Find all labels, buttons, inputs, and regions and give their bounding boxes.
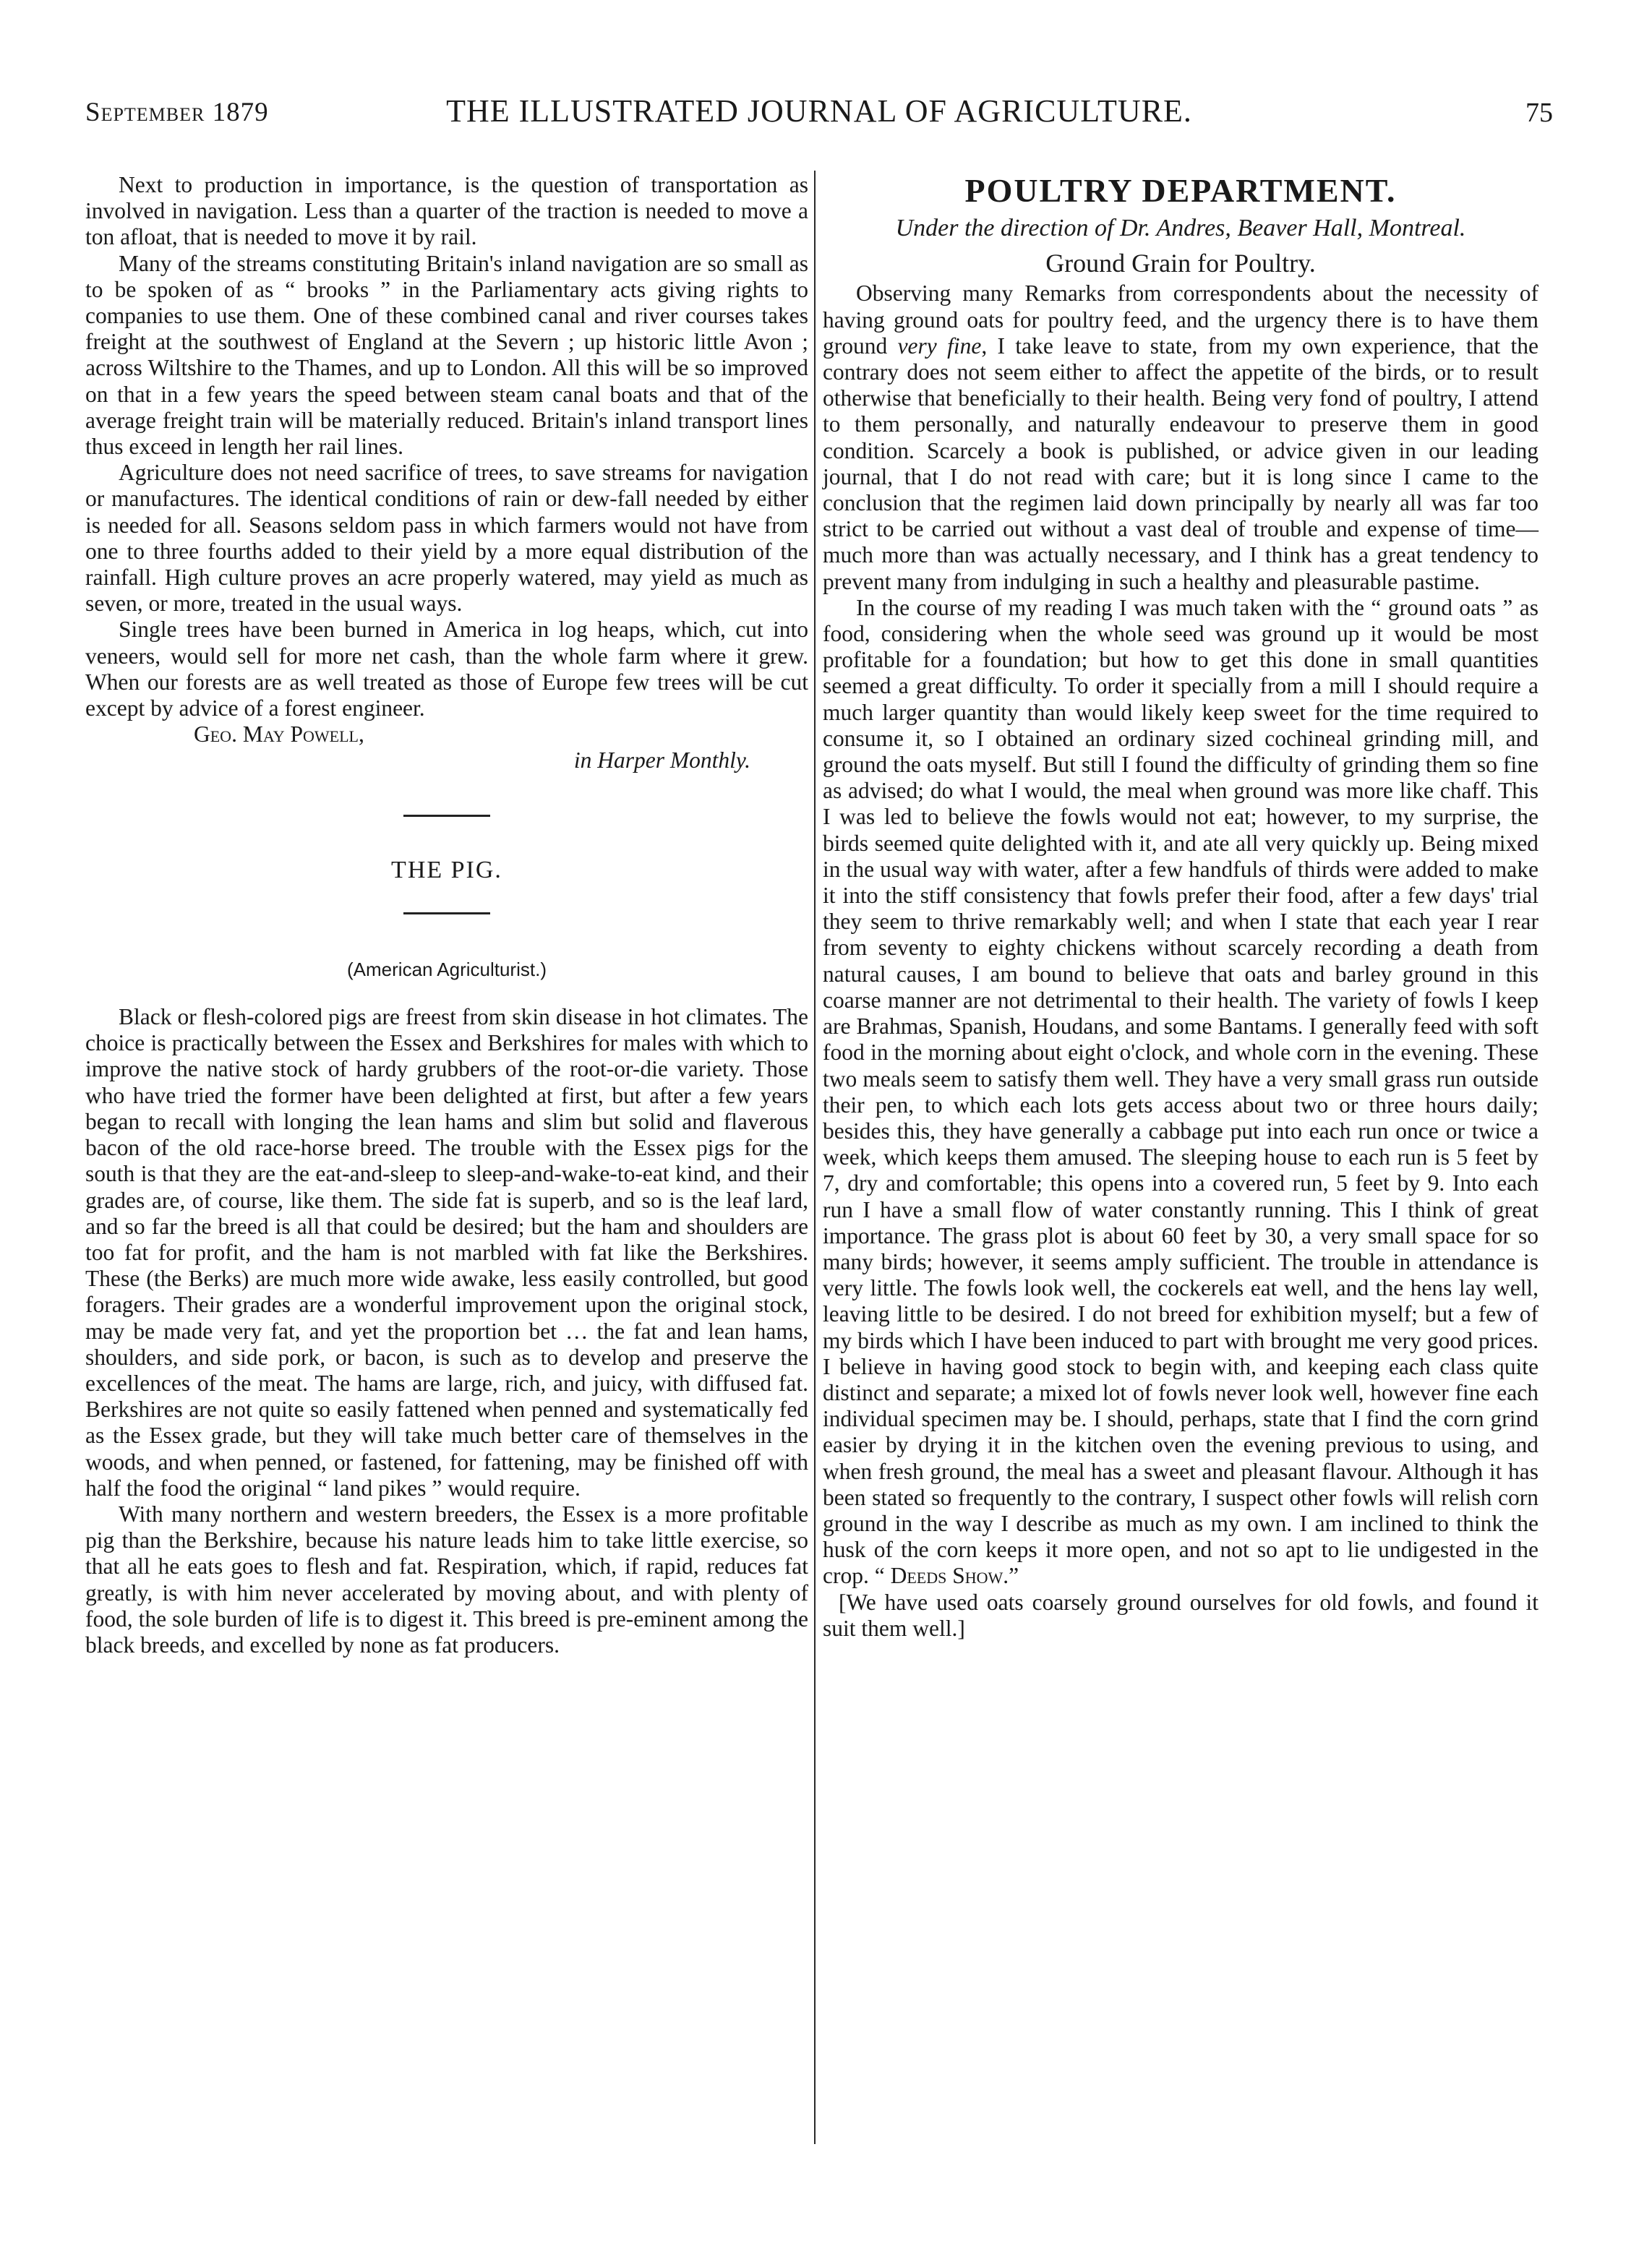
column-divider (814, 171, 816, 2144)
article-source: (American Agriculturist.) (347, 958, 547, 980)
department-direction: Under the direction of Dr. Andres, Beaver Hall, Montreal. (895, 215, 1466, 241)
paragraph (823, 280, 1538, 594)
page-number: 75 (1525, 98, 1553, 128)
right-column (823, 172, 1538, 1642)
article-title: Ground Grain for Poultry. (1045, 249, 1316, 278)
section-divider (403, 912, 490, 914)
section-heading-pig: THE PIG. (391, 856, 502, 883)
paragraph: Next to production in importance, is the question of transportation as involved in navigation. Less than a quarter of the traction is needed to move a ton afloat, that is needed to move it by rail. (85, 172, 808, 250)
paragraph-text: In the course of my reading I was much taken with the “ ground oats ” as food, considering when the whole seed was ground up it would be most profitable for a foundation; but how to get this done in small quantities seemed a great difficulty. To order it specially from a mill I should require a much larger quantity than would likely keep sweet for the time required to consume it, so I obtained an ordinary sized cochineal grinding mill, and ground the oats myself. But still I found the difficulty of grinding them so fine as advised; do what I would, the meal when ground was more like chaff. This I was led to believe the fowls would not eat; however, to my surprise, the birds seemed quite delighted with it, and ate all very quickly up. Being mixed in the usual way with water, after a few handfuls of thirds were added to make it into the stiff consistency that fowls prefer their food, after a few days' trial they seem to thrive remarkably well; and when I state that each year I rear from seventy to eighty chickens without scarcely recording a death from natural causes, I am bound to believe that oats and barley ground in this coarse manner are not detrimental to their health. The variety of fowls I keep are Brahmas, Spanish, Houdans, and some Bantams. I generally feed with soft food in the morning about eight o'clock, and whole corn in the evening. These two meals seem to satisfy them well. They have a very small grass run outside their pen, to which each lots gets access about two or three hours daily; besides this, they have generally a cabbage put into each run once or twice a week, which keeps them amused. The sleeping house to each run is 5 feet by 7, dry and comfortable; this opens into a covered run, 5 feet by 9. Into each run I have a small flow of water constantly running. This I think of great importance. The grass plot is about 60 feet by 30, a very small space for so many birds; however, it seems amply sufficient. The trouble in attendance is very little. The fowls look well, the cockerels eat well, and the hens lay well, leaving little to be desired. I do not breed for exhibition myself; but a few of my birds which I have been induced to part with brought me very good prices. I believe in having good stock to begin with, and keeping each class quite distinct and separate; a mixed lot of fowls never look well, however fine each individual specimen may be. I should, perhaps, state that I find the corn grind easier by drying it in the kitchen oven the evening previous to using, and when fresh ground, the meal has a sweet and pleasant flavour. Although it has been stated so frequently to the contrary, I suspect other fowls will relish corn ground in the way I describe as much as my own. I am inclined to think the husk of the corn keeps it more open, and not so apt to lie undigested in the crop. (823, 594, 1538, 1589)
editor-note: [We have used oats coarsely ground ourselves for old fowls, and found it suit them well.] (823, 1589, 1538, 1641)
paragraph: Black or flesh-colored pigs are freest from skin disease in hot climates. The choice is practically between the Essex and Berkshires for males with which to improve the native stock of hardy grubbers of the root-or-die variety. Those who have tried the former have been delighted at first, but after a few years began to recall with longing the lean hams and slim but solid and flaverous bacon of the old race-horse breed. The trouble with the Essex pigs for the south is that they are the eat-and-sleep to sleep-and-wake-to-eat kind, and their grades are, of course, like them. The side fat is superb, and so is the leaf lard, and so far the breed is all that could be desired; but the ham and shoulders are too fat for profit, and the ham is not marbled with fat like the Berkshires. These (the Berks) are much more wide awake, less easily controlled, but good foragers. Their grades are a wonderful improvement upon the original stock, may be made very fat, and yet the proportion bet … the fat and lean hams, shoulders, and side pork, or bacon, is such as to develop and preserve the excellences of the meat. The hams are large, rich, and juicy, with diffused fat. Berkshires are not quite so easily fattened when penned and systematically fed as the Essex grade, but they will take much better care of themselves in the woods, and when penned, or fastened, for fattening, may be finished off with half the food the original “ land pikes ” would require. (85, 1004, 808, 1501)
paragraph: Many of the streams constituting Britain's inland navigation are so small as to be spoken of as “ brooks ” in the Parliamentary acts giving rights to companies to use them. One of these combined canal and river courses takes freight at the southwest of England at the Severn ; up historic little Avon ; across Wiltshire to the Thames, and up to London. All this will be so improved on that in a few years the speed between steam canal boats and that of the average freight train will be materially reduced. Britain's inland transport lines thus exceed in length her rail lines. (85, 250, 808, 460)
paragraph: Single trees have been burned in America in log heaps, which, cut into veneers, would sell for more net cash, than the whole farm where it grew. When our forests are as well treated as those of Europe few trees will be cut except by advice of a forest engineer. (85, 617, 808, 721)
paragraph (823, 595, 1538, 1590)
journal-title: THE ILLUSTRATED JOURNAL OF AGRICULTURE. (446, 93, 1192, 129)
department-heading: POULTRY DEPARTMENT. (964, 172, 1397, 209)
signature-source: in Harper Monthly. (573, 747, 750, 773)
emphasis-text: very fine (897, 333, 982, 359)
signature-line (85, 721, 808, 747)
paragraph: Agriculture does not need sacrifice of trees, to save streams for navigation or manufactures. The identical conditions of rain or dew-fall needed by either is needed for all. Seasons seldom pass in which farmers would not have from one to three fourths added to their yield by a more equal distribution of the rainfall. High culture proves an acre properly watered, may yield as much as seven, or more, treated in the usual ways. (85, 460, 808, 617)
section-divider (403, 815, 490, 817)
paragraph-text: Observing many Remarks from correspondents about the necessity of having ground oats for poultry feed, and the urgency there is to have them ground (823, 280, 1538, 359)
author-signoff: “ Deeds Show.” (874, 1563, 1019, 1589)
header-date: September 1879 (85, 98, 269, 127)
left-column (85, 172, 808, 1658)
paragraph-text: , I take leave to state, from my own experience, that the contrary does not seem either to affect the appetite of the birds, or to result otherwise that beneficially to their health. Being very fond of poultry, I attend to them personally, and naturally endeavour to preserve them in good condition. Scarcely a book is published, or advice given in our leading journal, that I do not read with care; but it is long since I came to the conclusion that the regimen laid down principally by nearly all was far too strict to be carried out without a vast deal of trouble and expense of time—much more than was actually necessary, and I think has a great tendency to prevent many from indulging in such a healthy and pleasurable pastime. (823, 333, 1538, 594)
page-header (85, 93, 1553, 136)
paragraph: With many northern and western breeders, the Essex is a more profitable pig than the Berkshire, because his nature leads him to take little exercise, so that all he eats goes to flesh and fat. Respiration, which, if rapid, reduces fat greatly, is with him never accelerated by moving about, and with plenty of food, the sole burden of life is to digest it. This breed is pre-eminent among the black breeds, and excelled by none as fat producers. (85, 1501, 808, 1658)
author-signature: Geo. May Powell, (194, 721, 364, 747)
